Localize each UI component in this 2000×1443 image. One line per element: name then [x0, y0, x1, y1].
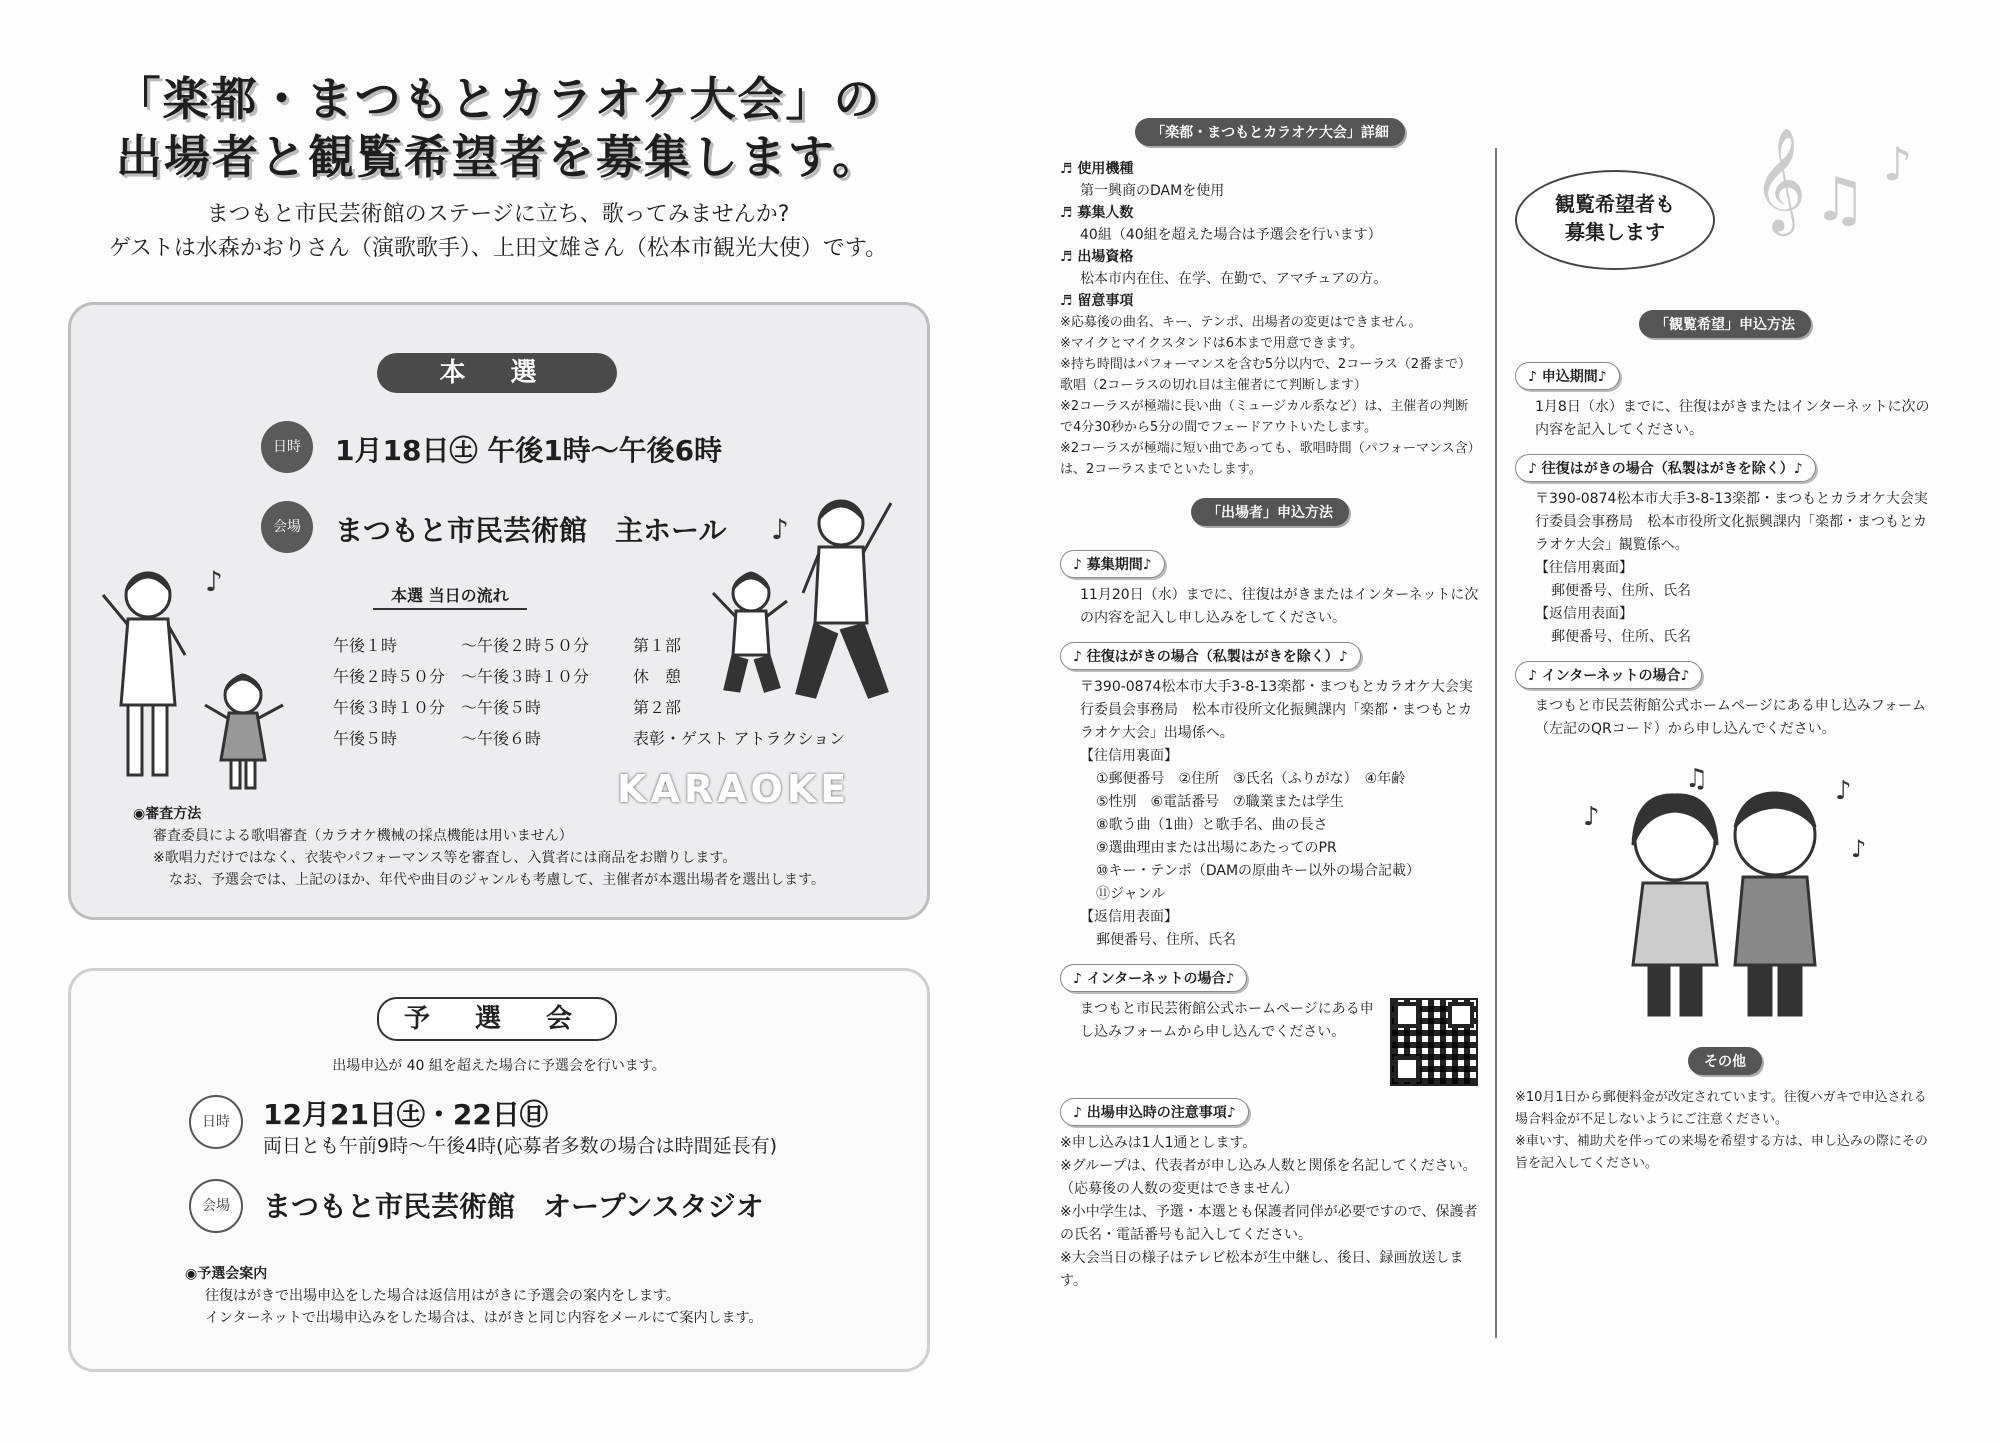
treble-clef-icon: 𝄞 [1753, 127, 1807, 232]
family-illustration-right [691, 483, 911, 733]
lead-text [68, 198, 928, 266]
venue-badge: 会場 [189, 1179, 243, 1233]
final-round-title: 本 選 [377, 353, 617, 393]
judging-block [133, 803, 913, 891]
music-note-icon: ♪ [1835, 776, 1852, 806]
applicants-internet-label: ♪ インターネットの場合♪ [1060, 964, 1247, 992]
music-note-icon: ♫ [1813, 165, 1867, 235]
applicants-postcard-address: 〒390-0874松本市大手3-8-13楽都・まつもとカラオケ大会実行委員会事務局 松本市役所文化振興課内「楽都・まつもとカラオケ大会」出場係へ。 [1080, 679, 1473, 741]
details-item [1060, 246, 1480, 290]
main-title-line2: 出場者と観覧希望者を募集します。 [115, 130, 881, 184]
lead-line2: ゲストは水森かおりさん（演歌歌手）、上田文雄さん（松本市観光大使）です。 [108, 236, 888, 261]
final-venue: まつもと市民芸術館 主ホール [335, 514, 727, 547]
flow-start: 午後５時 [333, 729, 398, 748]
music-notes-decoration [1743, 100, 1943, 250]
judging-line: ※歌唱力だけではなく、衣装やパフォーマンス等を審査し、入賞者には商品をお贈りします。 [153, 850, 737, 866]
left-column [68, 70, 928, 1326]
prelim-venue: まつもと市民芸術館 オープンスタジオ [263, 1190, 764, 1223]
applicants-reply-text: 郵便番号、住所、氏名 [1096, 932, 1236, 948]
right-column [1515, 100, 1935, 1175]
details-item-label: ♬ 募集人数 [1060, 205, 1134, 221]
prelim-notice-line: 往復はがきで出場申込をした場合は返信用はがきに予選会の案内をします。 [205, 1288, 680, 1304]
applicants-outgoing-item: ⑨選曲理由または出場にあたってのPR [1096, 840, 1337, 856]
applicants-outgoing-head: 【往信用裏面】 [1080, 748, 1178, 764]
details-note: ※応募後の曲名、キー、テンポ、出場者の変更はできません。 [1060, 315, 1422, 330]
details-note: ※2コーラスが極端に短い曲であっても、歌唱時間（パフォーマンス含）は、2コーラスまでといたします。 [1060, 441, 1475, 477]
applicants-outgoing-item: ①郵便番号 ②住所 ③氏名（ふりがな） ④年齢 [1096, 771, 1406, 787]
applicants-outgoing-item: ⑧歌う曲（1曲）と歌手名、曲の長さ [1096, 817, 1328, 833]
viewers-title: 「観覧希望」申込方法 [1639, 310, 1811, 338]
applicants-title: 「出場者」申込方法 [1191, 498, 1349, 526]
details-item-label: ♬ 留意事項 [1060, 293, 1134, 309]
family-illustration-left [93, 555, 313, 795]
music-note-icon: ♪ [205, 565, 223, 598]
details-item-label: ♬ 使用機種 [1060, 161, 1134, 177]
applicants-internet-text: まつもと市民芸術館公式ホームページにある申し込みフォームから申し込んでください。 [1080, 1001, 1374, 1040]
viewers-period-label: ♪ 申込期間♪ [1515, 362, 1620, 390]
lead-line1: まつもと市民芸術館のステージに立ち、歌ってみませんか? [206, 202, 790, 227]
main-title [68, 70, 928, 186]
singing-couple-illustration [1565, 765, 1885, 1025]
prelim-date-sub: 両日とも午前9時～午後4時(応募者多数の場合は時間延長有) [263, 1135, 778, 1157]
applicants-reply-head: 【返信用表面】 [1080, 909, 1178, 925]
speech-bubble-body [1515, 170, 1715, 270]
final-date: 1月18日㊏ 午後1時～午後6時 [335, 434, 723, 467]
applicants-period-label: ♪ 募集期間♪ [1060, 550, 1165, 578]
applicants-outgoing-item: ⑤性別 ⑥電話番号 ⑦職業または学生 [1096, 794, 1344, 810]
flow-label: 休 憩 [633, 667, 682, 686]
flow-end: ～午後２時５０分 [461, 636, 590, 655]
applicants-internet-row [1060, 998, 1480, 1086]
middle-column [1060, 118, 1480, 1293]
flow-label: 第２部 [633, 698, 682, 717]
details-note: ※持ち時間はパフォーマンスを含む5分以内で、2コーラス（2番まで）歌唱（2コーラスの切れ目は主催者にて判断します） [1060, 357, 1472, 393]
caution-line: ※申し込みは1人1通とします。 [1060, 1135, 1257, 1151]
caution-line: ※小中学生は、予選・本選とも保護者同伴が必要ですので、保護者の氏名・電話番号も記入してください。 [1060, 1204, 1478, 1243]
prelim-notice-block [185, 1263, 905, 1329]
flow-start: 午後２時５０分 [333, 667, 446, 686]
flow-end: ～午後６時 [461, 729, 542, 748]
prelim-title: 予 選 会 [377, 997, 617, 1041]
viewers-reply-head: 【返信用表面】 [1535, 606, 1633, 622]
viewers-reply-text: 郵便番号、住所、氏名 [1551, 629, 1691, 645]
prelim-date: 12月21日㊏・22日㊐ [263, 1098, 548, 1131]
qr-code-icon[interactable] [1390, 998, 1478, 1086]
venue-badge: 会場 [261, 501, 313, 553]
music-note-icon: ♪ [771, 513, 789, 546]
details-item [1060, 158, 1480, 202]
viewers-outgoing-head: 【往信用裏面】 [1535, 560, 1633, 576]
applicants-caution-label: ♪ 出場申込時の注意事項♪ [1060, 1098, 1249, 1126]
music-note-icon: ♪ [1851, 835, 1867, 863]
details-note: ※2コーラスが極端に長い曲（ミュージカル系など）は、主催者の判断で4分30秒から5分の間でフェードアウトいたします。 [1060, 399, 1469, 435]
music-note-icon: ♫ [1685, 765, 1709, 794]
flow-title: 本選 当日の流れ [373, 581, 527, 610]
details-item-value: 40組（40組を超えた場合は予選会を行います） [1080, 227, 1382, 243]
flow-start: 午後１時 [333, 636, 398, 655]
flow-end: ～午後５時 [461, 698, 542, 717]
column-divider [1495, 148, 1497, 1338]
details-item-value: 松本市内在住、在学、在勤で、アマチュアの方。 [1080, 271, 1388, 287]
bubble-line2: 募集します [1565, 220, 1665, 244]
viewers-postcard-address: 〒390-0874松本市大手3-8-13楽都・まつもとカラオケ大会実行委員会事務局 松本市役所文化振興課内「楽都・まつもとカラオケ大会」観覧係へ。 [1535, 491, 1928, 553]
flow-label: 表彰・ゲスト アトラクション [633, 729, 846, 748]
applicants-postcard-label: ♪ 往復はがきの場合（私製はがきを除く）♪ [1060, 642, 1361, 670]
judging-line: 審査委員による歌唱審査（カラオケ機械の採点機能は用いません） [153, 828, 573, 844]
prelim-box [68, 968, 930, 1372]
flow-start: 午後３時１０分 [333, 698, 446, 717]
music-note-icon: ♪ [1883, 137, 1913, 191]
prelim-notice-line: インターネットで出場申込みをした場合は、はがきと同じ内容をメールにて案内します。 [205, 1310, 763, 1326]
applicants-outgoing-item: ⑩キー・テンポ（DAMの原曲キー以外の場合記載） [1096, 863, 1421, 879]
details-item-label: ♬ 出場資格 [1060, 249, 1134, 265]
final-round-box [68, 302, 930, 920]
details-item [1060, 202, 1480, 246]
flow-end: ～午後３時１０分 [461, 667, 590, 686]
viewers-outgoing-text: 郵便番号、住所、氏名 [1551, 583, 1691, 599]
bubble-line1: 観覧希望者も [1555, 192, 1675, 216]
flow-label: 第１部 [633, 636, 682, 655]
date-badge: 日時 [261, 421, 313, 473]
date-badge: 日時 [189, 1095, 243, 1149]
caution-line: ※グループは、代表者が申し込み人数と関係を名記してください。（応募後の人数の変更はできません） [1060, 1158, 1477, 1197]
judging-line: なお、予選会では、上記のほか、年代や曲目のジャンルも考慮して、主催者が本選出場者を選出します。 [169, 872, 825, 888]
prelim-notice-head: ◉予選会案内 [185, 1266, 268, 1282]
details-list [1060, 158, 1480, 480]
prelim-intro: 出場申込が 40 組を超えた場合に予選会を行います。 [332, 1058, 666, 1074]
karaoke-word: KARAOKE [617, 767, 851, 811]
applicants-period-text: 11月20日（水）までに、往復はがきまたはインターネットに次の内容を記入し申し込みをしてください。 [1080, 587, 1479, 626]
other-title: その他 [1688, 1047, 1762, 1075]
viewers-header [1515, 100, 1935, 300]
details-title: 「楽都・まつもとカラオケ大会」詳細 [1135, 118, 1405, 146]
music-note-icon: ♪ [1583, 802, 1600, 832]
viewers-postcard-label: ♪ 往復はがきの場合（私製はがきを除く）♪ [1515, 454, 1816, 482]
details-note: ※マイクとマイクスタンドは6本まで用意できます。 [1060, 336, 1363, 351]
details-item [1060, 290, 1480, 312]
speech-bubble [1515, 170, 1715, 280]
caution-line: ※大会当日の様子はテレビ松本が生中継し、後日、録画放送します。 [1060, 1250, 1464, 1289]
other-line: ※10月1日から郵便料金が改定されています。往復ハガキで申込される場合料金が不足しないようにご注意ください。 [1515, 1090, 1927, 1127]
applicants-outgoing-item: ⑪ジャンル [1096, 886, 1166, 902]
main-title-line1: 「楽都・まつもとカラオケ大会」の [114, 72, 882, 126]
judging-head: ◉審査方法 [133, 806, 202, 822]
viewers-internet-text: まつもと市民芸術館公式ホームページにある申し込みフォーム（左記のQRコード）から申し込んでください。 [1535, 698, 1927, 737]
viewers-period-text: 1月8日（水）までに、往復はがきまたはインターネットに次の内容を記入してください。 [1535, 399, 1930, 438]
viewers-internet-label: ♪ インターネットの場合♪ [1515, 661, 1702, 689]
other-line: ※車いす、補助犬を伴っての来場を希望する方は、申し込みの際にその旨を記入してください。 [1515, 1134, 1928, 1171]
details-item-value: 第一興商のDAMを使用 [1080, 183, 1225, 199]
